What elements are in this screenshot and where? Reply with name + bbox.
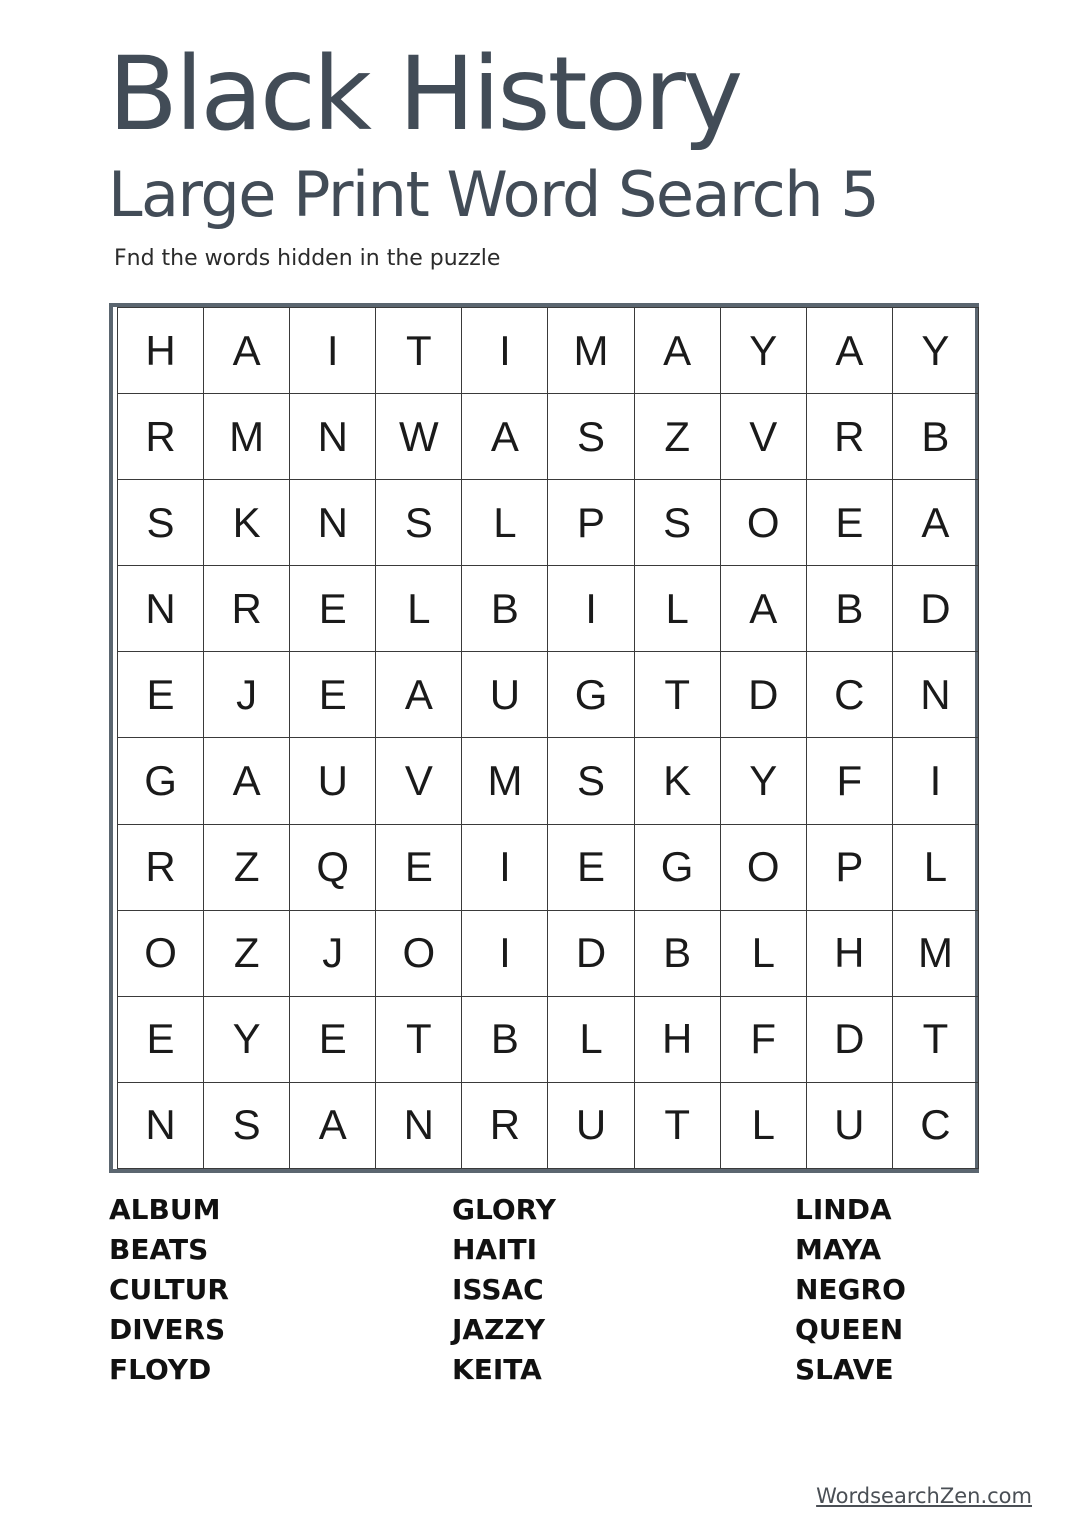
grid-cell: B	[893, 394, 979, 480]
grid-cell: F	[721, 997, 807, 1083]
grid-cell: S	[635, 480, 721, 566]
page-title: Black History	[108, 35, 741, 154]
grid-cell: K	[204, 480, 290, 566]
footer-site-link[interactable]: WordsearchZen.com	[816, 1484, 1032, 1508]
grid-cell: T	[635, 652, 721, 738]
grid-cell: I	[893, 738, 979, 824]
grid-cell: L	[635, 566, 721, 652]
grid-cell: R	[204, 566, 290, 652]
grid-cell: L	[721, 1083, 807, 1169]
grid-cell: K	[635, 738, 721, 824]
word-list-column-3	[795, 1190, 906, 1390]
grid-cell: E	[548, 825, 634, 911]
grid-cell: H	[118, 308, 204, 394]
word-item: HAITI	[452, 1233, 538, 1266]
grid-cell: B	[807, 566, 893, 652]
grid-cell: B	[462, 566, 548, 652]
grid-cell: N	[290, 480, 376, 566]
grid-cell: R	[118, 394, 204, 480]
grid-cell: A	[635, 308, 721, 394]
word-item: CULTUR	[109, 1273, 229, 1306]
grid-cell: O	[376, 911, 462, 997]
grid-cell: A	[204, 738, 290, 824]
grid-cell: A	[462, 394, 548, 480]
grid-cell: D	[721, 652, 807, 738]
grid-cell: E	[290, 652, 376, 738]
grid-cell: O	[721, 480, 807, 566]
grid-cell: Z	[635, 394, 721, 480]
grid-cell: I	[548, 566, 634, 652]
grid-cell: A	[204, 308, 290, 394]
grid-cell: C	[807, 652, 893, 738]
grid-cell: T	[376, 997, 462, 1083]
grid-cell: A	[721, 566, 807, 652]
word-list-column-2	[452, 1190, 556, 1390]
grid-cell: M	[893, 911, 979, 997]
grid-cell: D	[893, 566, 979, 652]
grid-cell: S	[376, 480, 462, 566]
word-item: MAYA	[795, 1233, 882, 1266]
grid-cell: O	[721, 825, 807, 911]
word-item: GLORY	[452, 1193, 556, 1226]
grid-cell: J	[290, 911, 376, 997]
grid-cell: U	[290, 738, 376, 824]
grid-cell: A	[290, 1083, 376, 1169]
grid-cell: B	[635, 911, 721, 997]
grid-cell: L	[893, 825, 979, 911]
grid-cell: V	[721, 394, 807, 480]
grid-cell: B	[462, 997, 548, 1083]
grid-cell: R	[462, 1083, 548, 1169]
grid-cell: N	[118, 566, 204, 652]
word-list-column-1	[109, 1190, 229, 1390]
grid-cell: P	[807, 825, 893, 911]
grid-cell: E	[376, 825, 462, 911]
grid-cell: A	[376, 652, 462, 738]
grid-cell: N	[376, 1083, 462, 1169]
grid-cell: V	[376, 738, 462, 824]
grid-cell: M	[204, 394, 290, 480]
grid-cell: S	[548, 738, 634, 824]
word-item: ISSAC	[452, 1273, 544, 1306]
grid-cell: I	[462, 308, 548, 394]
page-subtitle: Large Print Word Search 5	[108, 158, 879, 231]
grid-cell: L	[376, 566, 462, 652]
grid-cell: Y	[721, 308, 807, 394]
grid-cell: E	[118, 997, 204, 1083]
word-item: FLOYD	[109, 1353, 212, 1386]
grid-cell: H	[635, 997, 721, 1083]
grid-cell: N	[893, 652, 979, 738]
grid-cell: Y	[721, 738, 807, 824]
grid-cell: S	[548, 394, 634, 480]
word-item: ALBUM	[109, 1193, 221, 1226]
grid-cell: U	[548, 1083, 634, 1169]
grid-cell: G	[548, 652, 634, 738]
grid-cell: G	[118, 738, 204, 824]
grid-cell: E	[118, 652, 204, 738]
word-item: NEGRO	[795, 1273, 906, 1306]
grid-cell: Z	[204, 911, 290, 997]
grid-cell: R	[118, 825, 204, 911]
word-item: BEATS	[109, 1233, 209, 1266]
word-item: DIVERS	[109, 1313, 226, 1346]
grid-cell: N	[290, 394, 376, 480]
grid-cell: E	[807, 480, 893, 566]
grid-cell: F	[807, 738, 893, 824]
grid-cell: T	[893, 997, 979, 1083]
grid-cell: L	[548, 997, 634, 1083]
grid-cell: T	[635, 1083, 721, 1169]
grid-cell: W	[376, 394, 462, 480]
grid-cell: J	[204, 652, 290, 738]
word-item: LINDA	[795, 1193, 892, 1226]
grid-cell: D	[807, 997, 893, 1083]
grid-cell: A	[807, 308, 893, 394]
grid-cell: L	[462, 480, 548, 566]
grid-cell: Y	[204, 997, 290, 1083]
grid-cell: I	[462, 825, 548, 911]
word-item: KEITA	[452, 1353, 542, 1386]
grid-cell: Q	[290, 825, 376, 911]
grid-cell: H	[807, 911, 893, 997]
grid-cell: G	[635, 825, 721, 911]
grid-cell: T	[376, 308, 462, 394]
grid-cell: U	[807, 1083, 893, 1169]
puzzle-grid	[117, 307, 979, 1169]
grid-cell: S	[204, 1083, 290, 1169]
grid-cell: Z	[204, 825, 290, 911]
grid-cell: D	[548, 911, 634, 997]
word-item: QUEEN	[795, 1313, 904, 1346]
grid-cell: U	[462, 652, 548, 738]
grid-cell: O	[118, 911, 204, 997]
grid-cell: C	[893, 1083, 979, 1169]
grid-cell: A	[893, 480, 979, 566]
grid-cell: R	[807, 394, 893, 480]
word-item: SLAVE	[795, 1353, 894, 1386]
grid-cell: E	[290, 566, 376, 652]
grid-cell: I	[290, 308, 376, 394]
grid-cell: E	[290, 997, 376, 1083]
grid-cell: M	[548, 308, 634, 394]
grid-cell: N	[118, 1083, 204, 1169]
grid-cell: I	[462, 911, 548, 997]
grid-cell: P	[548, 480, 634, 566]
grid-cell: L	[721, 911, 807, 997]
grid-cell: M	[462, 738, 548, 824]
word-item: JAZZY	[452, 1313, 545, 1346]
puzzle-frame	[109, 303, 979, 1173]
grid-cell: Y	[893, 308, 979, 394]
grid-cell: S	[118, 480, 204, 566]
instruction-text: Fnd the words hidden in the puzzle	[114, 246, 501, 271]
